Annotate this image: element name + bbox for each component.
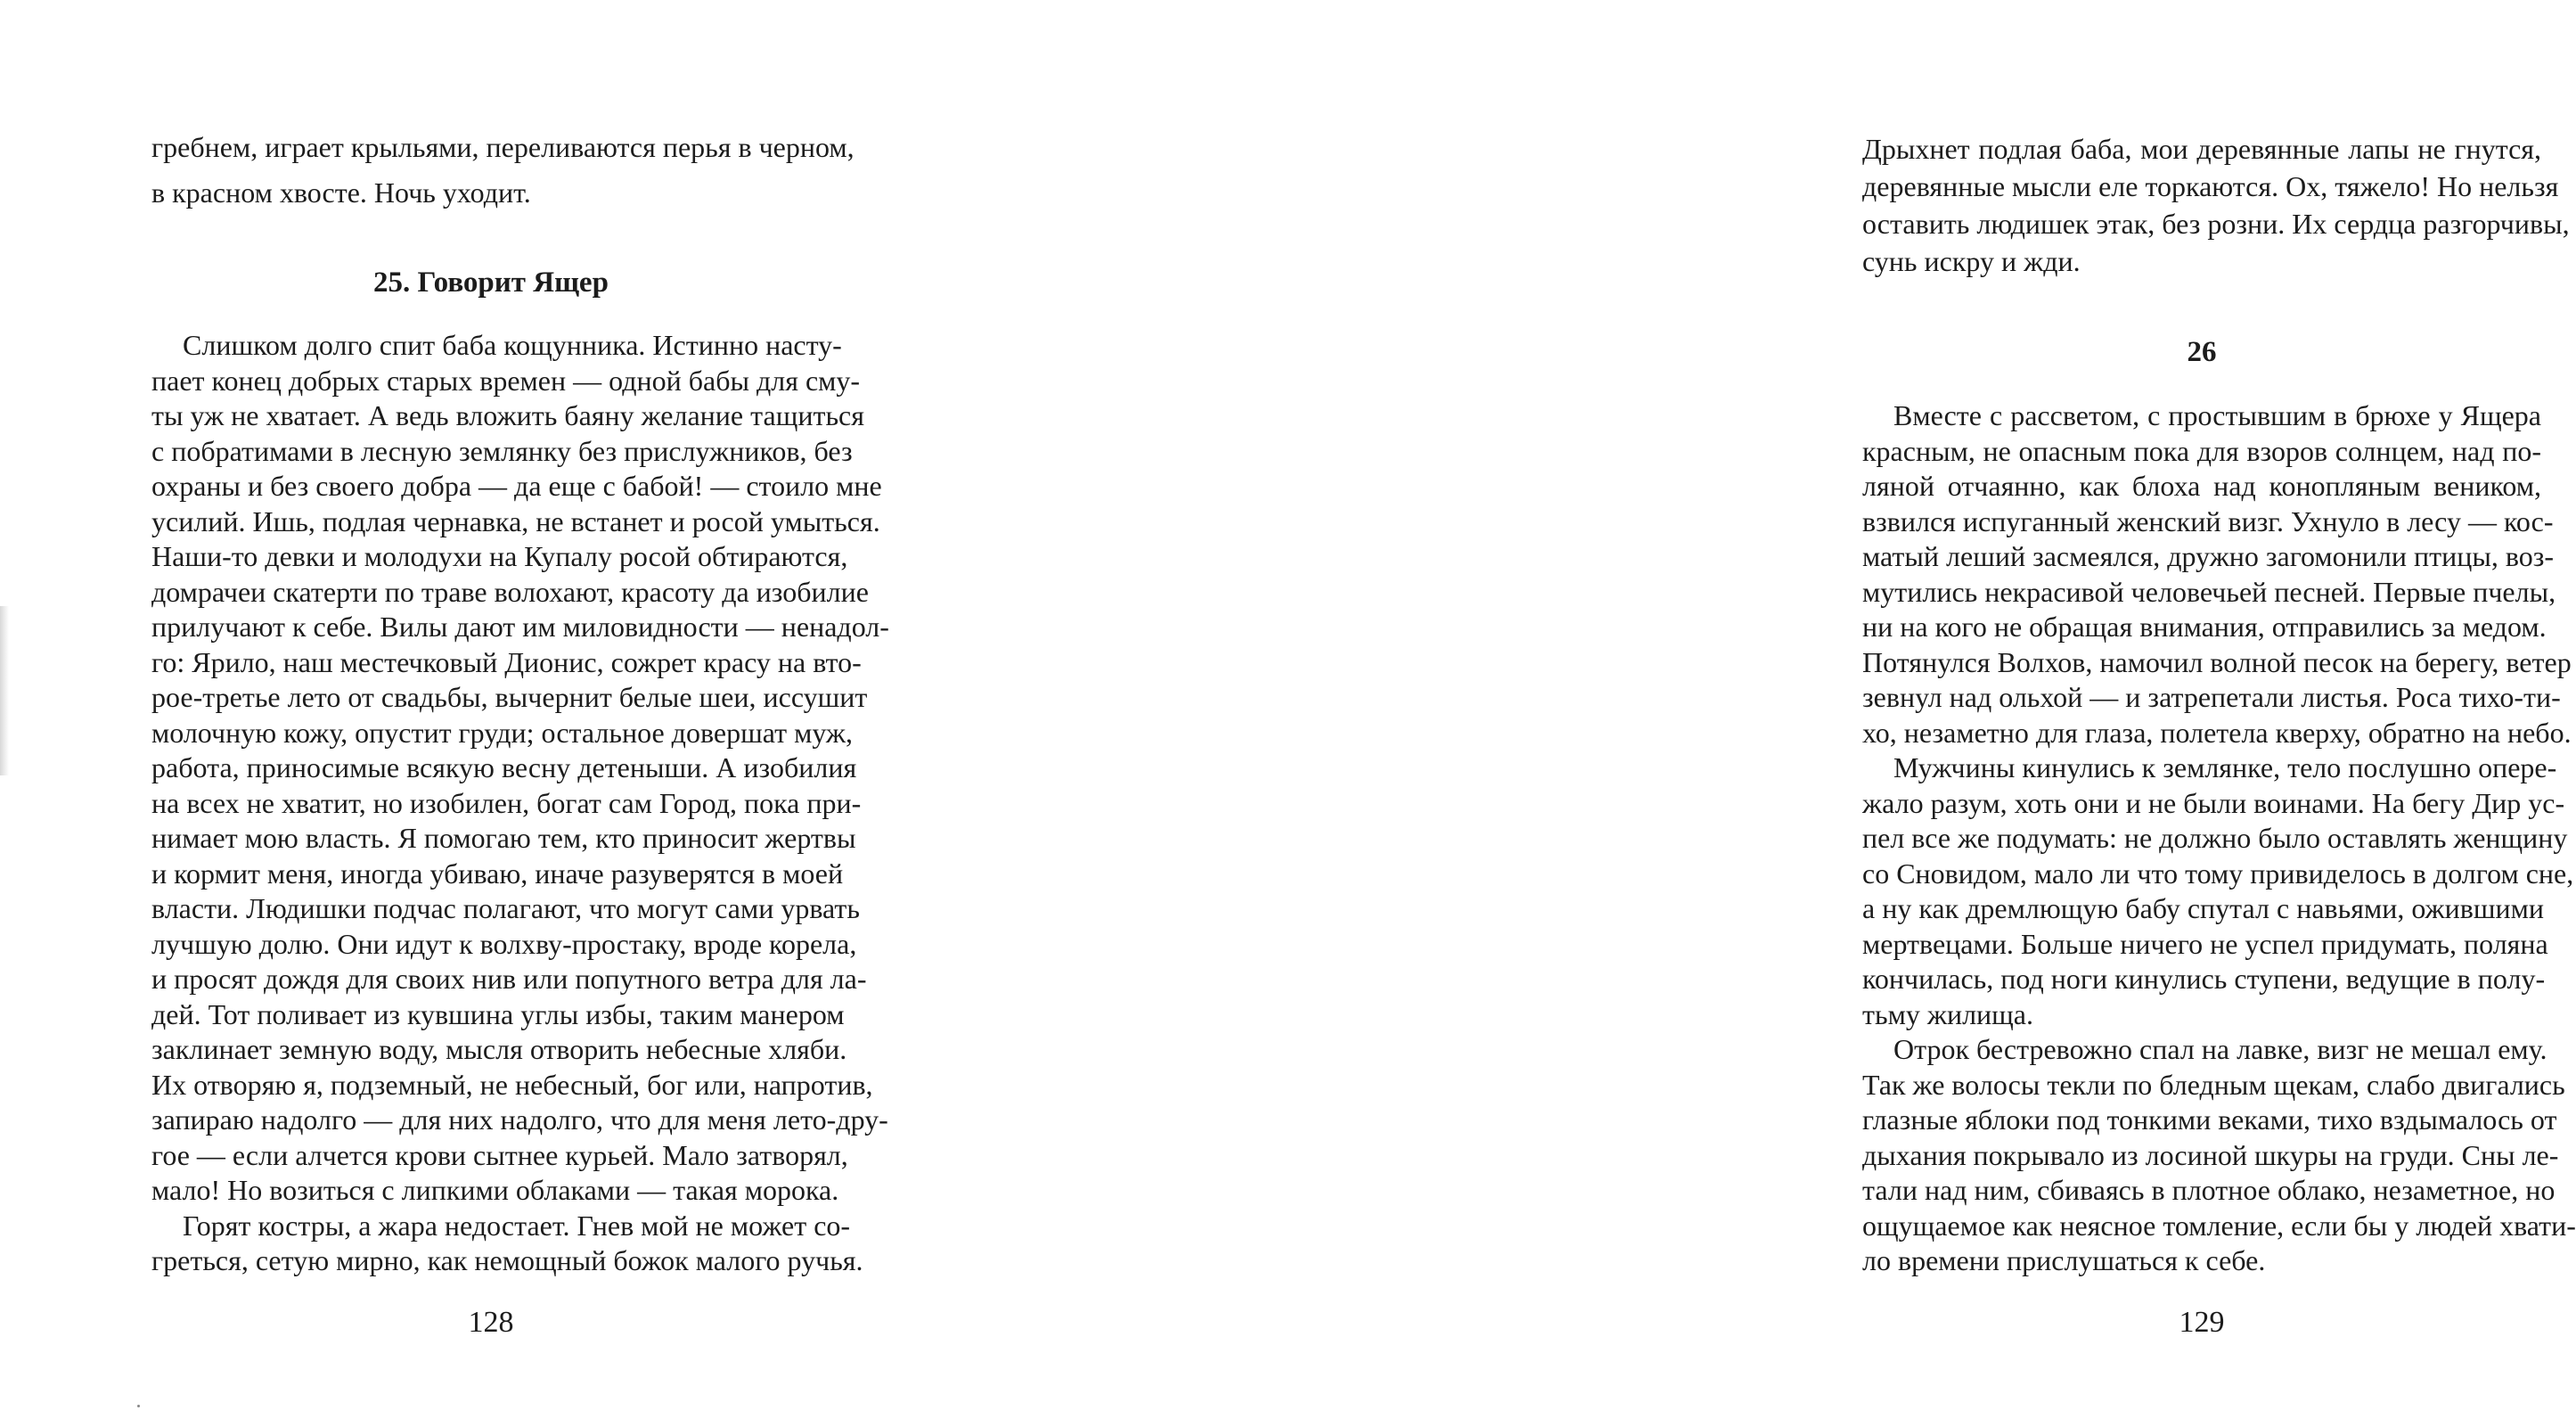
text-line: молочную кожу, опустит груди; остальное довершат муж, [151, 716, 854, 749]
text-line: тьму жилища. [1862, 997, 2033, 1030]
text-line: пает конец добрых старых времен — одной бабы для сму- [151, 364, 861, 397]
text-line: с побратимами в лесную землянку без прислужников, без [151, 434, 853, 467]
text-line: охраны и без своего добра — да еще с бабой! — стоило мне [151, 470, 882, 502]
text-line: дыхания покрывало из лосиной шкуры на груди. Сны ле- [1862, 1138, 2559, 1171]
text-line: матый леший засмеялся, дружно загомонили птицы, воз- [1862, 540, 2555, 572]
text-line: лучшую долю. Они идут к волхву-простаку, вроде корела, [151, 927, 857, 960]
text-line: ни на кого не обращая внимания, отправились за медом. [1862, 611, 2547, 643]
text-line: Вместе с рассветом, с простывшим в брюхе у Ящера [1893, 399, 2541, 431]
text-line: заклинает земную воду, мысля отворить небесные хляби. [151, 1033, 847, 1065]
text-line: кончилась, под ноги кинулись ступени, ведущие в полу- [1862, 963, 2546, 995]
text-line: хо, незаметно для глаза, полетела кверху, обратно на небо. [1862, 716, 2572, 749]
text-line: го: Ярило, наш местечковый Дионис, сожрет красу на вто- [151, 645, 862, 678]
text-line: прилучают к себе. Вилы дают им миловидности — ненадол- [151, 611, 889, 643]
text-line: гребнем, играет крыльями, переливаются перья в черном, [151, 131, 855, 163]
text-line: тали над ним, сбиваясь в плотное облако, незаметное, но [1862, 1174, 2556, 1206]
text-line: на всех не хватит, но изобилен, богат сам Город, пока при- [151, 786, 862, 819]
text-line: мертвецами. Больше ничего не успел придумать, поляна [1862, 927, 2548, 960]
text-line: ляной отчаянно, как блоха над конопляным веником, [1862, 470, 2541, 502]
text-line: Наши-то девки и молодухи на Купалу росой обтираются, [151, 540, 848, 572]
chapter-heading: 25. Говорит Ящер [373, 267, 609, 299]
text-line: глазные яблоки под тонкими веками, тихо вздымалось от [1862, 1103, 2557, 1136]
text-line: нимает мою власть. Я помогаю тем, кто приносит жертвы [151, 822, 856, 854]
right-page [891, 0, 2576, 1427]
text-line: Отрок бестревожно спал на лавке, визг не мешал ему. [1893, 1033, 2547, 1065]
text-line: а ну как дремлющую бабу спутал с навьями, ожившими [1862, 892, 2545, 924]
text-line: со Сновидом, мало ли что тому привиделось в долгом сне, [1862, 857, 2574, 890]
text-line: Так же волосы текли по бледным щекам, слабо двигались [1862, 1068, 2565, 1101]
text-line: в красном хвосте. Ночь уходит. [151, 176, 531, 209]
text-line: Мужчины кинулись к землянке, тело послушно опере- [1893, 751, 2557, 783]
text-line: власти. Людишки подчас полагают, что могут сами урвать [151, 892, 860, 924]
text-line: и кормит меня, иногда убиваю, иначе разуверятся в моей [151, 857, 844, 890]
text-line: Слишком долго спит баба кощунника. Истинно насту- [183, 329, 842, 361]
text-line: греться, сетую мирно, как немощный божок малого ручья. [151, 1244, 863, 1276]
text-line: Их отворяю я, подземный, не небесный, бог или, напротив, [151, 1068, 873, 1101]
text-line: жало разум, хоть они и не были воинами. На бегу Дир ус- [1862, 786, 2565, 819]
text-line: домрачеи скатерти по траве волохают, красоту да изобилие [151, 575, 869, 608]
text-line: пел все же подумать: не должно было оставлять женщину [1862, 822, 2568, 854]
text-line: взвился испуганный женский визг. Ухнуло в лесу — кос- [1862, 504, 2554, 537]
text-line: ты уж не хватает. А ведь вложить баяну желание тащиться [151, 399, 864, 431]
text-line: Дрыхнет подлая баба, мои деревянные лапы не гнутся, [1862, 133, 2541, 165]
text-line: ощущаемое как неясное томление, если бы у людей хвати- [1862, 1209, 2576, 1242]
text-line: мало! Но возиться с липкими облаками — такая морока. [151, 1174, 839, 1206]
text-line: дей. Тот поливает из кувшина углы избы, таким манером [151, 997, 845, 1030]
page-edge-shadow [0, 606, 9, 775]
text-line: гое — если алчется крови сытнее курьей. Мало затворял, [151, 1138, 848, 1171]
text-line: и просят дождя для своих нив или попутного ветра для ла- [151, 963, 867, 995]
chapter-heading: 26 [2187, 336, 2217, 368]
page-number: 129 [2179, 1306, 2225, 1339]
text-line: Потянулся Волхов, намочил волной песок на берегу, ветер [1862, 645, 2572, 678]
text-line: сунь искру и жди. [1862, 245, 2081, 277]
left-page [0, 0, 891, 1427]
text-line: запираю надолго — для них надолго, что для меня лето-дру- [151, 1103, 888, 1136]
text-line: мутились некрасивой человечьей песней. Первые пчелы, [1862, 575, 2556, 608]
text-line: красным, не опасным пока для взоров солнцем, над по- [1862, 434, 2541, 467]
text-line: деревянные мысли еле торкаются. Ох, тяжело! Но нельзя [1862, 170, 2559, 202]
text-line: усилий. Ишь, подлая чернавка, не встанет и росой умыться. [151, 504, 880, 537]
print-speck [137, 1405, 140, 1407]
text-line: зевнул над ольхой — и затрепетали листья. Роса тихо-ти- [1862, 681, 2561, 713]
page-number: 128 [468, 1306, 514, 1339]
text-line: работа, приносимые всякую весну детеныши. А изобилия [151, 751, 857, 783]
text-line: оставить людишек этак, без розни. Их сердца разгорчивы, [1862, 208, 2570, 240]
text-line: Горят костры, а жара недостает. Гнев мой не может со- [183, 1209, 851, 1242]
text-line: ло времени прислушаться к себе. [1862, 1244, 2266, 1276]
text-line: рое-третье лето от свадьбы, вычернит белые шеи, иссушит [151, 681, 868, 713]
